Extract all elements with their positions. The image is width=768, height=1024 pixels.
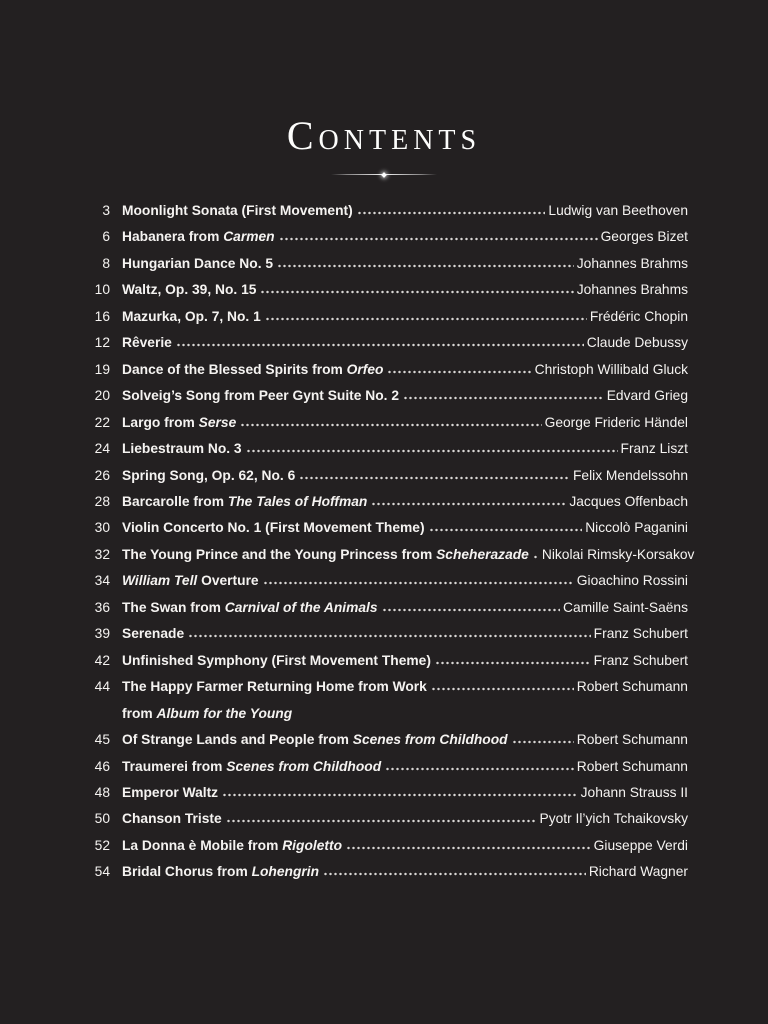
entry-page-number: 22 (94, 414, 110, 430)
entry-page-number: 6 (102, 229, 110, 245)
dot-leader (387, 370, 531, 374)
toc-entry (76, 806, 688, 832)
toc-entry (76, 833, 688, 859)
title-segment: Bridal Chorus from (122, 864, 252, 880)
title-segment: Overture (197, 573, 259, 589)
dot-leader (246, 449, 618, 453)
dot-leader (260, 290, 573, 294)
toc-entry (76, 357, 688, 383)
title-segment: Solveig’s Song from Peer Gynt Suite No. 2 (122, 388, 400, 404)
entry-line (122, 674, 688, 700)
dot-leader (435, 661, 591, 665)
title-segment: Habanera from (122, 229, 224, 245)
title-segment: Rêverie (122, 335, 172, 351)
entry-main (122, 463, 688, 489)
title-segment: Carmen (223, 229, 275, 245)
entry-line (122, 436, 688, 462)
entry-page-number: 54 (94, 864, 110, 880)
toc-entry (76, 463, 688, 489)
title-segment: Spring Song, Op. 62, No. 6 (122, 467, 296, 483)
title-segment: Moonlight Sonata (First Movement) (122, 203, 353, 218)
toc-entry (76, 330, 688, 356)
entry-line (122, 383, 688, 409)
entry-title (122, 833, 342, 859)
entry-line (122, 754, 688, 780)
entry-composer: Felix Mendelssohn (572, 467, 688, 483)
entry-main (122, 833, 688, 859)
entry-composer: Johannes Brahms (576, 282, 688, 298)
title-segment: Album for the Young (156, 705, 293, 721)
entry-line (122, 304, 688, 330)
title-segment: Rigoletto (282, 837, 342, 853)
toc-entry (76, 251, 688, 277)
entry-page-number: 3 (102, 203, 110, 218)
entry-main (122, 515, 688, 541)
entry-line (122, 224, 688, 250)
entry-title (122, 595, 378, 621)
entry-main (122, 489, 688, 515)
entry-page-number: 20 (94, 388, 110, 404)
toc-entry (76, 754, 688, 780)
entry-line (122, 595, 688, 621)
entry-page-number: 48 (94, 784, 110, 800)
entry-line (122, 410, 688, 436)
entry-main (122, 806, 688, 832)
toc-entry (76, 198, 688, 224)
entry-main (122, 674, 688, 727)
entry-title (122, 489, 367, 515)
title-segment: The Young Prince and the Young Princess from (122, 546, 437, 562)
dot-leader (431, 687, 574, 691)
dot-leader (277, 264, 574, 268)
entry-main (122, 198, 688, 224)
toc-entry (76, 224, 688, 250)
dot-leader (263, 581, 574, 585)
entry-page-number: 26 (94, 467, 110, 483)
entry-composer: Giuseppe Verdi (593, 837, 688, 853)
dot-leader (188, 634, 591, 638)
entry-title (122, 859, 319, 885)
toc-entry (76, 780, 688, 806)
title-segment: Scenes from Childhood (226, 758, 382, 774)
title-segment: Chanson Triste (122, 811, 222, 827)
title-segment: from (122, 705, 157, 721)
entry-main (122, 542, 695, 568)
toc-entry (76, 727, 688, 753)
entry-page-number: 8 (102, 255, 110, 271)
entry-title (122, 515, 425, 541)
entry-title-second-line (122, 701, 688, 727)
toc-entry (76, 515, 688, 541)
entry-composer: Robert Schumann (576, 679, 688, 695)
title-segment: Violin Concerto No. 1 (First Movement Theme) (122, 520, 425, 536)
toc-entry (76, 595, 688, 621)
dot-leader (533, 555, 539, 559)
dot-leader (176, 343, 584, 347)
entry-main (122, 357, 688, 383)
title-segment: Lohengrin (251, 864, 320, 880)
toc-list (76, 198, 695, 886)
title-segment: Carnival of the Animals (224, 599, 378, 615)
divider-diamond-dot (381, 172, 387, 178)
entry-title (122, 780, 218, 806)
entry-title (122, 727, 508, 753)
title-segment: William Tell (122, 573, 198, 589)
title-segment: Hungarian Dance No. 5 (122, 255, 274, 271)
entry-composer: Claude Debussy (586, 335, 688, 351)
entry-line (122, 859, 688, 885)
entry-main (122, 648, 688, 674)
entry-page-number: 34 (94, 573, 110, 589)
entry-line (122, 648, 688, 674)
title-segment: Serse (198, 414, 237, 430)
title-segment: Liebestraum No. 3 (122, 441, 242, 457)
entry-title (122, 542, 529, 568)
entry-page-number: 50 (94, 811, 110, 827)
dot-leader (512, 740, 574, 744)
entry-page-number: 10 (94, 282, 110, 298)
dot-leader (357, 211, 546, 215)
entry-main (122, 277, 688, 303)
entry-main (122, 754, 688, 780)
entry-main (122, 621, 688, 647)
entry-composer: Franz Schubert (593, 626, 688, 642)
entry-title (122, 383, 399, 409)
dot-leader (279, 237, 598, 241)
dot-leader (429, 528, 583, 532)
entry-title (122, 410, 236, 436)
entry-page-number: 42 (94, 652, 110, 668)
entry-title (122, 357, 383, 383)
entry-line (122, 806, 688, 832)
dot-leader (299, 476, 570, 480)
entry-composer: Robert Schumann (576, 732, 688, 748)
entry-title (122, 330, 172, 356)
entry-title (122, 251, 273, 277)
entry-composer: Ludwig van Beethoven (548, 203, 688, 218)
entry-composer: Gioachino Rossini (576, 573, 688, 589)
entry-page-number: 19 (94, 361, 110, 377)
title-segment: The Swan from (122, 599, 225, 615)
entry-page-number: 30 (94, 520, 110, 536)
entry-title (122, 224, 275, 250)
entry-main (122, 436, 688, 462)
title-segment: Largo from (122, 414, 199, 430)
entry-line (122, 489, 688, 515)
toc-entry (76, 542, 695, 568)
entry-main (122, 251, 688, 277)
toc-entry (76, 621, 688, 647)
dot-leader (323, 872, 586, 876)
entry-composer: Niccolò Paganini (585, 520, 688, 536)
entry-main (122, 727, 688, 753)
toc-entry (76, 304, 688, 330)
entry-title (122, 674, 427, 700)
entry-main (122, 383, 688, 409)
entry-line (122, 542, 695, 568)
toc-entry (76, 383, 688, 409)
entry-composer: Christoph Willibald Gluck (534, 361, 688, 377)
entry-line (122, 198, 688, 224)
entry-page-number: 52 (94, 837, 110, 853)
entry-title (122, 754, 381, 780)
toc-entry (76, 648, 688, 674)
entry-title (122, 621, 184, 647)
entry-line (122, 780, 688, 806)
entry-title (122, 648, 431, 674)
title-segment: La Donna è Mobile from (122, 837, 283, 853)
entry-line (122, 357, 688, 383)
entry-line (122, 515, 688, 541)
title-segment: Unfinished Symphony (First Movement Theme) (122, 652, 431, 668)
dot-leader (385, 767, 574, 771)
entry-page-number: 16 (94, 308, 110, 324)
entry-composer: Robert Schumann (576, 758, 688, 774)
title-segment: Mazurka, Op. 7, No. 1 (122, 308, 261, 324)
entry-line (122, 251, 688, 277)
entry-composer: Pyotr Il’yich Tchaikovsky (539, 811, 688, 827)
entry-page-number: 39 (94, 626, 110, 642)
entry-page-number: 28 (94, 493, 110, 509)
entry-main (122, 224, 688, 250)
entry-main (122, 595, 688, 621)
entry-main (122, 304, 688, 330)
entry-composer: Edvard Grieg (606, 388, 688, 404)
title-divider-ornament (331, 170, 437, 179)
page-header (0, 0, 768, 179)
entry-main (122, 330, 688, 356)
entry-main (122, 780, 688, 806)
entry-composer: Franz Liszt (620, 441, 688, 457)
entry-composer: Franz Schubert (593, 652, 688, 668)
entry-main (122, 568, 688, 594)
entry-title (122, 806, 222, 832)
entry-page-number: 45 (94, 732, 110, 748)
toc-entry (76, 410, 688, 436)
title-segment: Dance of the Blessed Spirits from (122, 361, 347, 377)
entry-title (122, 463, 295, 489)
toc-entry (76, 277, 688, 303)
title-segment: Scenes from Childhood (352, 732, 508, 748)
entry-title (122, 304, 261, 330)
entry-composer: Richard Wagner (588, 864, 688, 880)
title-segment: Scheherazade (436, 546, 529, 562)
entry-composer: Johannes Brahms (576, 255, 688, 271)
entry-composer: George Frideric Händel (544, 414, 688, 430)
page-title: Contents (286, 113, 482, 158)
entry-page-number: 46 (94, 758, 110, 774)
title-segment: Serenade (122, 626, 185, 642)
entry-composer: Nikolai Rimsky-Korsakov (541, 546, 695, 562)
entry-title (122, 568, 259, 594)
title-segment: The Happy Farmer Returning Home from Work (122, 679, 427, 695)
entry-page-number: 36 (94, 599, 110, 615)
title-segment: Waltz, Op. 39, No. 15 (122, 282, 257, 298)
entry-main (122, 410, 688, 436)
dot-leader (222, 793, 578, 797)
dot-leader (371, 502, 566, 506)
dot-leader (403, 396, 604, 400)
entry-line (122, 727, 688, 753)
toc-entry (76, 436, 688, 462)
toc-entry (76, 859, 688, 885)
toc-entry (76, 489, 688, 515)
entry-line (122, 330, 688, 356)
entry-composer: Georges Bizet (600, 229, 688, 245)
title-segment: Traumerei from (122, 758, 227, 774)
entry-title (122, 436, 242, 462)
entry-composer: Jacques Offenbach (569, 493, 688, 509)
title-segment: Emperor Waltz (122, 784, 219, 800)
entry-line (122, 621, 688, 647)
entry-line (122, 568, 688, 594)
dot-leader (265, 317, 587, 321)
dot-leader (382, 608, 560, 612)
entry-line (122, 277, 688, 303)
entry-title (122, 198, 353, 224)
entry-line (122, 463, 688, 489)
title-segment: Barcarolle from (122, 493, 228, 509)
entry-page-number: 24 (94, 441, 110, 457)
dot-leader (226, 819, 537, 823)
entry-page-number: 32 (94, 546, 110, 562)
entry-composer: Johann Strauss II (580, 784, 688, 800)
entry-composer: Frédéric Chopin (589, 308, 688, 324)
title-segment: Orfeo (346, 361, 384, 377)
entry-page-number: 44 (94, 679, 110, 695)
entry-title (122, 277, 256, 303)
entry-line (122, 833, 688, 859)
entry-page-number: 12 (94, 335, 110, 351)
dot-leader (240, 423, 541, 427)
dot-leader (346, 846, 591, 850)
toc-entry (76, 674, 688, 727)
entry-composer: Camille Saint-Saëns (563, 599, 688, 615)
toc-entry (76, 568, 688, 594)
entry-main (122, 859, 688, 885)
title-segment: Of Strange Lands and People from (122, 732, 353, 748)
title-segment: The Tales of Hoffman (227, 493, 368, 509)
